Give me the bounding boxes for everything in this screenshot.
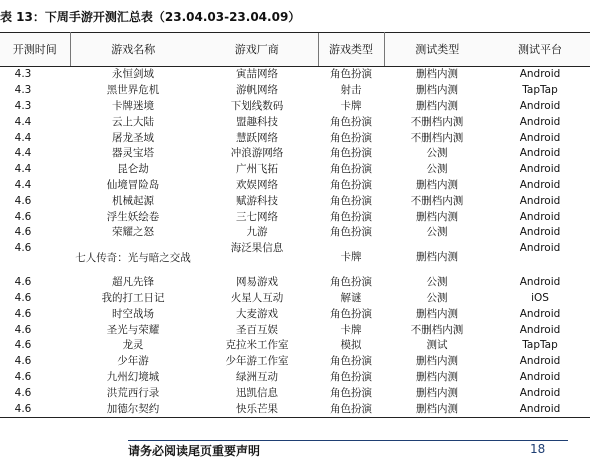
cell-publisher: 寅喆网络 [236,68,278,81]
cell-test-type: 删档内测 [416,307,458,320]
cell-test-type: 公测 [426,291,448,304]
table-header-row [0,33,590,67]
cell-date: 4.6 [14,210,32,223]
cell-platform: Android [519,307,561,320]
cell-test-type: 删档内测 [416,251,458,264]
cell-date: 4.6 [14,226,32,239]
cell-publisher: 九游 [246,226,268,239]
cell-genre: 角色扮演 [330,68,372,81]
table-caption: 表 13：下周手游开测汇总表（23.04.03-23.04.09） [0,10,301,24]
table-row [0,322,590,338]
cell-publisher: 海泛果信息 [230,241,284,254]
header-platform: 测试平台 [490,33,590,67]
cell-date: 4.4 [14,147,32,160]
cell-publisher: 绿洲互动 [236,370,278,383]
cell-genre: 角色扮演 [330,194,372,207]
cell-game-name: 七人传奇：光与暗之交战 [75,251,191,264]
cell-test-type: 不删档内测 [410,323,464,336]
cell-test-type: 删档内测 [384,401,490,417]
cell-game-name: 黑世界危机 [106,84,160,97]
header-genre: 游戏类型 [318,33,384,67]
cell-game-name: 少年游 [117,355,149,368]
cell-test-type: 删档内测 [416,370,458,383]
cell-publisher: 下划线数码 [230,99,284,112]
cell-date: 4.6 [14,194,32,207]
cell-genre: 角色扮演 [330,147,372,160]
cell-game-name: 器灵宝塔 [112,147,154,160]
cell-platform: Android [519,355,561,368]
table-row [0,83,590,99]
table-row [0,178,590,194]
cell-game-name: 浮生妖绘卷 [106,210,160,223]
cell-genre: 角色扮演 [330,355,372,368]
cell-publisher: 三七网络 [236,210,278,223]
cell-publisher: 少年游工作室 [225,355,289,368]
cell-genre: 角色扮演 [330,115,372,128]
cell-publisher: 大麦游戏 [236,307,278,320]
cell-date: 4.6 [14,386,32,399]
cell-platform: Android [519,147,561,160]
cell-platform: Android [519,68,561,81]
header-game-name: 游戏名称 [70,33,196,67]
cell-date: 4.6 [0,401,70,417]
cell-date: 4.6 [14,276,32,289]
cell-date: 4.4 [14,163,32,176]
cell-game-name: 荣耀之怒 [112,226,154,239]
cell-publisher: 圣百互娱 [236,323,278,336]
cell-test-type: 删档内测 [416,99,458,112]
cell-genre: 角色扮演 [330,131,372,144]
cell-publisher: 冲浪游网络 [230,147,284,160]
table-row [0,225,590,241]
cell-game-name: 昆仑劫 [117,163,149,176]
cell-genre: 角色扮演 [330,163,372,176]
cell-date: 4.6 [14,323,32,336]
header-test-type: 测试类型 [384,33,490,67]
cell-date: 4.6 [14,307,32,320]
cell-game-name: 洪荒西行录 [106,386,160,399]
table-row [0,67,590,83]
header-publisher: 游戏厂商 [196,33,318,67]
cell-publisher: 克拉米工作室 [225,339,289,352]
cell-publisher: 慧跃网络 [236,131,278,144]
cell-game-name: 卡牌迷境 [112,99,154,112]
cell-platform: Android [519,241,561,254]
cell-game-name: 超凡先锋 [112,276,154,289]
cell-publisher: 欢娱网络 [236,178,278,191]
cell-genre: 解谜 [340,291,362,304]
cell-platform: Android [519,115,561,128]
cell-game-name: 机械起源 [112,194,154,207]
cell-publisher: 广州飞拓 [236,163,278,176]
cell-date: 4.6 [14,339,32,352]
cell-platform: Android [519,163,561,176]
cell-date: 4.6 [14,370,32,383]
table-row [0,114,590,130]
cell-genre: 角色扮演 [330,226,372,239]
cell-genre: 角色扮演 [330,210,372,223]
table-row [0,370,590,386]
cell-genre: 角色扮演 [330,307,372,320]
cell-game-name: 加德尔契约 [70,401,196,417]
cell-platform: TapTap [522,339,558,352]
cell-date: 4.6 [14,355,32,368]
cell-date: 4.3 [14,68,32,81]
cell-game-name: 我的打工日记 [101,291,165,304]
cell-genre: 射击 [340,84,362,97]
footer-divider [128,440,568,441]
cell-platform: Android [519,226,561,239]
cell-publisher: 游帆网络 [236,84,278,97]
cell-date: 4.6 [14,241,32,254]
cell-platform: Android [519,131,561,144]
cell-test-type: 删档内测 [416,68,458,81]
cell-publisher: 迅凯信息 [236,386,278,399]
cell-test-type: 删档内测 [416,386,458,399]
cell-game-name: 龙灵 [122,339,144,352]
cell-test-type: 不删档内测 [410,115,464,128]
cell-genre: 模拟 [340,339,362,352]
cell-date: 4.6 [14,291,32,304]
cell-game-name: 九州幻境城 [106,370,160,383]
cell-platform: Android [490,401,590,417]
cell-publisher: 网易游戏 [236,276,278,289]
table-row [0,130,590,146]
cell-platform: Android [519,178,561,191]
cell-test-type: 公测 [426,226,448,239]
cell-game-name: 圣光与荣耀 [106,323,160,336]
table-row [0,275,590,291]
cell-test-type: 公测 [426,276,448,289]
cell-game-name: 云上大陆 [112,115,154,128]
cell-platform: Android [519,194,561,207]
cell-genre: 角色扮演 [318,401,384,417]
cell-test-type: 删档内测 [416,355,458,368]
cell-test-type: 删档内测 [416,210,458,223]
cell-platform: Android [519,276,561,289]
cell-publisher: 火星人互动 [230,291,284,304]
cell-date: 4.3 [14,84,32,97]
cell-platform: Android [519,210,561,223]
cell-test-type: 删档内测 [416,178,458,191]
page-footer [0,440,600,462]
cell-test-type: 不删档内测 [410,131,464,144]
cell-genre: 角色扮演 [330,178,372,191]
cell-date: 4.3 [14,99,32,112]
table-row [0,99,590,115]
table-row [0,209,590,225]
table-row [0,338,590,354]
table-row [0,241,590,275]
cell-publisher: 快乐芒果 [196,401,318,417]
header-date: 开测时间 [0,33,70,67]
cell-genre: 角色扮演 [330,370,372,383]
table-row [0,146,590,162]
cell-game-name: 屠龙圣域 [112,131,154,144]
cell-test-type: 测试 [426,339,448,352]
cell-genre: 角色扮演 [330,386,372,399]
cell-test-type: 不删档内测 [410,194,464,207]
table-row [0,162,590,178]
cell-genre: 卡牌 [340,99,362,112]
cell-date: 4.4 [14,115,32,128]
disclaimer-notice: 请务必阅读尾页重要声明 [128,444,261,458]
cell-test-type: 公测 [426,163,448,176]
table-row [0,385,590,401]
cell-publisher: 盟趣科技 [236,115,278,128]
table-row [0,401,590,417]
cell-genre: 角色扮演 [330,276,372,289]
cell-genre: 卡牌 [340,323,362,336]
table-row [0,306,590,322]
table-row [0,291,590,307]
cell-game-name: 永恒剑域 [112,68,154,81]
cell-genre: 卡牌 [340,251,362,264]
cell-game-name: 仙境冒险岛 [106,178,160,191]
cell-date: 4.4 [14,131,32,144]
cell-date: 4.4 [14,178,32,191]
table-row [0,193,590,209]
cell-game-name: 时空战场 [112,307,154,320]
cell-publisher: 赋游科技 [236,194,278,207]
cell-platform: Android [519,323,561,336]
game-test-table [0,32,590,418]
cell-platform: iOS [531,291,549,304]
cell-platform: Android [519,386,561,399]
cell-platform: TapTap [522,84,558,97]
cell-test-type: 删档内测 [416,84,458,97]
cell-test-type: 公测 [426,147,448,160]
cell-platform: Android [519,370,561,383]
page-number: 18 [530,442,546,456]
table-row [0,354,590,370]
cell-platform: Android [519,99,561,112]
